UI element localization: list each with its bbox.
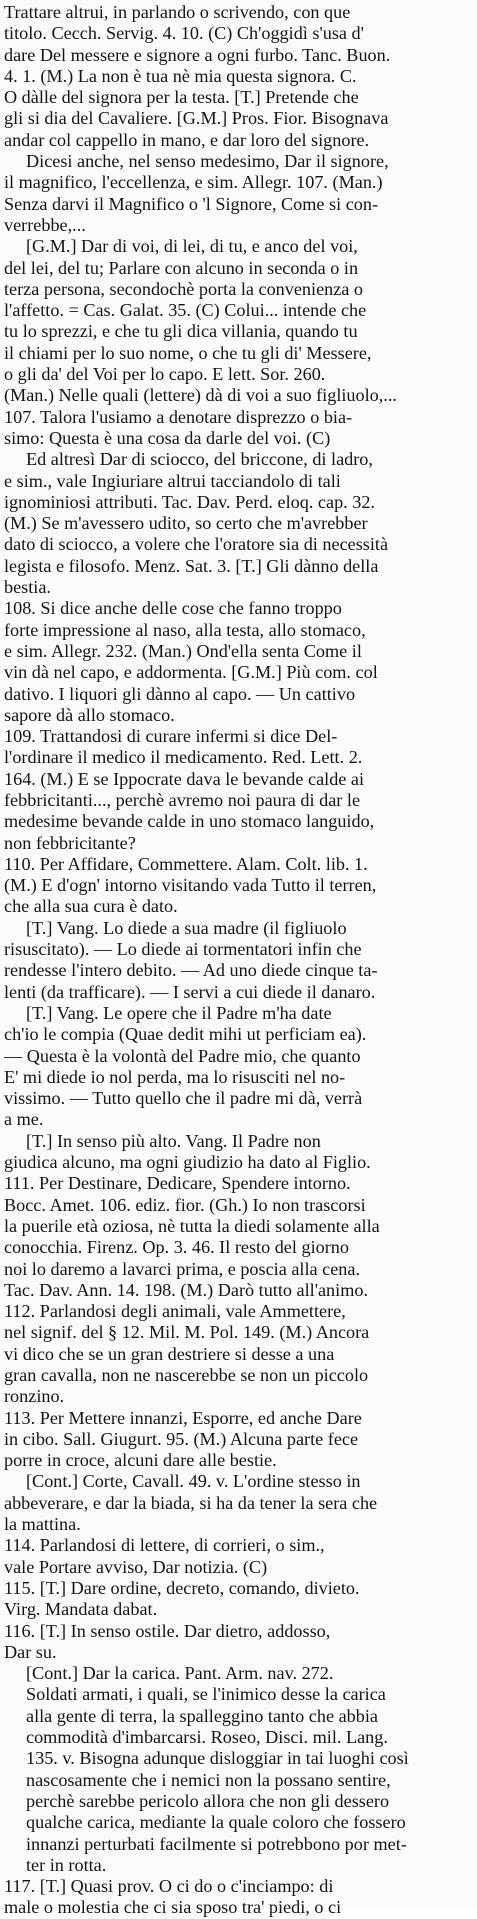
text-line: vin dà nel capo, e addormenta. [G.M.] Più com. col [4, 662, 378, 683]
text-line: il magnifico, l'eccellenza, e sim. Allegr. 107. (Man.) [4, 172, 383, 193]
text-line: abbeverare, e dar la biada, si ha da tener la sera che [4, 1492, 378, 1513]
text-line: sapore dà allo stomaco. [4, 704, 175, 725]
text-line: non febbricitante? [4, 832, 136, 853]
text-line: E' mi diede io nol perda, ma lo risusciti nel no- [4, 1066, 346, 1087]
text-line: alla gente di terra, la spalleggino tanto che abbia [26, 1705, 378, 1726]
text-line: 164. (M.) E se Ippocrate dava le bevande calde ai [4, 768, 365, 789]
text-line: rendesse l'intero debito. — Ad uno diede cinque ta- [4, 960, 378, 981]
text-line: (M.) Se m'avessero udito, so certo che m'avrebber [4, 513, 368, 534]
text-line: 111. Per Destinare, Dedicare, Spendere intorno. [4, 1173, 351, 1194]
text-line: perchè sarebbe pericolo allora che non gli dessero [26, 1790, 390, 1811]
text-line: 116. [T.] In senso ostile. Dar dietro, addosso, [4, 1620, 331, 1641]
text-line: a me. [4, 1109, 44, 1130]
text-line: o gli da' del Voi per lo capo. E lett. Sor. 260. [4, 364, 326, 385]
text-line: 115. [T.] Dare ordine, decreto, comando, divieto. [4, 1577, 360, 1598]
text-line: risuscitato). — Lo diede ai tormentatori infin che [4, 939, 362, 960]
text-line: commodità d'imbarcarsi. Roseo, Disci. mil. Lang. [26, 1727, 388, 1748]
text-line: dato di sciocco, a volere che l'oratore sia di necessità [4, 534, 389, 555]
text-line: l'affetto. = Cas. Galat. 35. (C) Colui... intende che [4, 300, 367, 321]
text-line: forte impressione al naso, alla testa, allo stomaco, [4, 619, 366, 640]
text-line: noi lo daremo a lavarci prima, e poscia alla cena. [4, 1258, 361, 1279]
text-line: — Questa è la volontà del Padre mio, che quanto [4, 1045, 361, 1066]
text-line: del lei, del tu; Parlare con alcuno in seconda o in [4, 257, 359, 278]
text-line: O dàlle del signora per la testa. [T.] Pretende che [4, 87, 359, 108]
text-line: 4. 1. (M.) La non è tua nè mia questa signora. C. [4, 65, 357, 86]
text-line: e sim. Allegr. 232. (Man.) Ond'ella senta Come il [4, 640, 362, 661]
text-line: vissimo. — Tutto quello che il padre mi dà, verrà [4, 1088, 363, 1109]
dictionary-text-column [4, 2, 473, 1919]
text-line: verrebbe,... [4, 214, 86, 235]
text-line: terza persona, secondochè porta la convenienza o [4, 278, 364, 299]
text-line: Bocc. Amet. 106. ediz. fior. (Gh.) Io non trascorsi [4, 1194, 366, 1215]
text-line: bestia. [4, 577, 51, 598]
text-line: innanzi perturbati facilmente si potrebbono por met- [26, 1833, 407, 1854]
text-line: [G.M.] Dar di voi, di lei, di tu, e anco del voi, [26, 236, 358, 257]
text-line: 107. Talora l'usiamo a denotare disprezzo o bia- [4, 406, 353, 427]
text-line: titolo. Cecch. Servig. 4. 10. (C) Ch'oggidì s'usa d' [4, 23, 364, 44]
text-line: [Cont.] Dar la carica. Pant. Arm. nav. 272. [26, 1663, 334, 1684]
text-line: tu lo sprezzi, e che tu gli dica villania, quando tu [4, 321, 358, 342]
text-line: e sim., vale Ingiuriare altrui tacciandolo di tali [4, 470, 341, 491]
text-line: 117. [T.] Quasi prov. O ci do o c'inciampo: di [4, 1876, 334, 1897]
text-line: vale Portare avviso, Dar notizia. (C) [4, 1556, 268, 1577]
text-line: la mattina. [4, 1514, 81, 1535]
text-line: il chiami per lo suo nome, o che tu gli di' Messere, [4, 342, 372, 363]
text-line: nel signif. del § 12. Mil. M. Pol. 149. (M.) Ancora [4, 1322, 370, 1343]
text-line: 114. Parlandosi di lettere, di corrieri, o sim., [4, 1535, 325, 1556]
text-line: Tac. Dav. Ann. 14. 198. (M.) Darò tutto all'animo. [4, 1279, 368, 1300]
text-line: 110. Per Affidare, Commettere. Alam. Colt. lib. 1. [4, 853, 368, 874]
text-line: conocchia. Firenz. Op. 3. 46. Il resto del giorno [4, 1237, 349, 1258]
text-line: la puerile età oziosa, nè tutta la diedi solamente alla [4, 1215, 380, 1236]
text-line: [T.] In senso più alto. Vang. Il Padre non [26, 1130, 321, 1151]
text-line: andar col cappello in mano, e dar loro del signore. [4, 129, 370, 150]
text-line: 109. Trattandosi di curare infermi si dice Del- [4, 726, 338, 747]
text-line: 135. v. Bisogna adunque disloggiar in tai luoghi così [26, 1748, 409, 1769]
text-line: che alla sua cura è dato. [4, 896, 178, 917]
text-line: vi dico che se un gran destriere si desse a una [4, 1343, 335, 1364]
text-line: Dar su. [4, 1641, 57, 1662]
text-line: dare Del messere e signore a ogni furbo. Tanc. Buon. [4, 44, 391, 65]
text-line: qualche carica, mediante la quale coloro che fossero [26, 1812, 406, 1833]
text-line: Trattare altrui, in parlando o scrivendo, con que [4, 2, 351, 22]
text-line: (M.) E d'ogn' intorno visitando vada Tutto il terren, [4, 875, 377, 896]
text-line: dativo. I liquori gli dànno al capo. — Un cattivo [4, 683, 356, 704]
text-line: legista e filosofo. Menz. Sat. 3. [T.] Gli dànno della [4, 555, 379, 576]
text-line: Soldati armati, i quali, se l'inimico desse la carica [26, 1684, 386, 1705]
text-line: [T.] Vang. Lo diede a sua madre (il figliuolo [26, 917, 347, 938]
text-line: febbricitanti..., perchè avremo noi paura di dar le [4, 789, 361, 810]
text-line: 108. Si dice anche delle cose che fanno troppo [4, 598, 342, 619]
text-line: lenti (da trafficare). — I servi a cui diede il danaro. [4, 981, 376, 1002]
text-line: Dicesi anche, nel senso medesimo, Dar il signore, [26, 151, 389, 172]
text-line: Virg. Mandata dabat. [4, 1599, 158, 1620]
text-line: gran cavalla, non ne nascerebbe se non un piccolo [4, 1365, 369, 1385]
text-line: in cibo. Sall. Giugurt. 95. (M.) Alcuna parte fece [4, 1428, 359, 1449]
text-line: l'ordinare il medico il medicamento. Red. Lett. 2. [4, 747, 363, 768]
text-line: ch'io le compia (Quae dedit mihi ut perficiam ea). [4, 1024, 367, 1045]
text-line: ignominiosi attributi. Tac. Dav. Perd. eloq. cap. 32. [4, 491, 375, 512]
text-line: ter in rotta. [26, 1854, 107, 1875]
text-line: Ed altresì Dar di sciocco, del briccone, di ladro, [26, 449, 373, 470]
text-line: porre in croce, alcuni dare alle bestie. [4, 1450, 277, 1471]
text-line: ronzino. [4, 1386, 65, 1407]
text-line: nascosamente che i nemici non la possano sentire, [26, 1769, 391, 1790]
text-line: simo: Questa è una cosa da darle del voi. (C) [4, 427, 331, 448]
text-line: 113. Per Mettere innanzi, Esporre, ed anche Dare [4, 1407, 362, 1428]
text-line: male o molestia che ci sia sposo tra' piedi, o ci [4, 1897, 342, 1918]
text-line: (Man.) Nelle quali (lettere) dà di voi a suo figliuolo,... [4, 385, 397, 406]
text-line: gli si dia del Cavaliere. [G.M.] Pros. Fior. Bisognava [4, 108, 389, 129]
text-line: giudica alcuno, ma ogni giudizio ha dato al Figlio. [4, 1152, 371, 1173]
text-line: Senza darvi il Magnifico o 'l Signore, Come si con- [4, 193, 379, 214]
text-line: 112. Parlandosi degli animali, vale Ammettere, [4, 1301, 346, 1322]
text-line: medesime bevande calde in uno stomaco languido, [4, 811, 375, 832]
text-line: [T.] Vang. Le opere che il Padre m'ha date [26, 1002, 332, 1023]
text-line: [Cont.] Corte, Cavall. 49. v. L'ordine stesso in [26, 1471, 361, 1492]
